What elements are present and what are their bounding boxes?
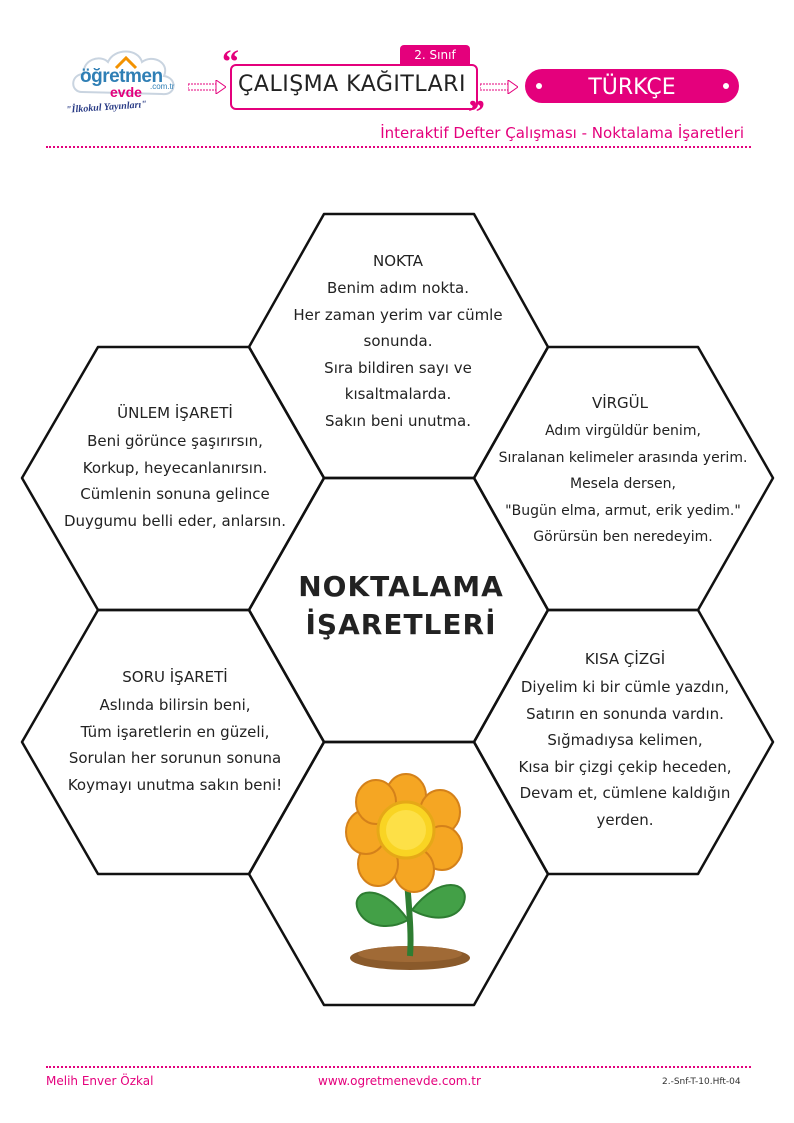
hex-text-soru [40, 692, 310, 798]
text-line: Tüm işaretlerin en güzeli, [80, 722, 270, 741]
logo-text: öğretmen [80, 66, 163, 87]
text-line: "Bugün elma, armut, erik yedim." [505, 502, 741, 519]
document-code: 2.-Snf-T-10.Hft-04 [662, 1077, 741, 1087]
center-title-line1: NOKTALAMA [298, 570, 504, 603]
center-title-line2: İŞARETLERİ [305, 608, 497, 641]
text-line: Koymayı unutma sakın beni! [67, 775, 283, 794]
page-title: ÇALIŞMA KAĞITLARI [238, 72, 466, 97]
hex-text-nokta [270, 275, 526, 434]
text-line: Duygumu belli eder, anlarsın. [63, 511, 287, 530]
website-link[interactable]: www.ogretmenevde.com.tr [318, 1074, 481, 1088]
text-line: Satırın en sonunda vardın. [526, 704, 724, 723]
text-line: Her zaman yerim var cümle [293, 305, 503, 324]
close-quote-icon: ” [468, 94, 485, 131]
text-line: Diyelim ki bir cümle yazdın, [520, 678, 730, 696]
text-line: Benim adım nokta. [326, 279, 470, 297]
text-line: Aslında bilirsin beni, [99, 696, 251, 714]
hex-text-unlem [40, 428, 310, 534]
divider [46, 1066, 751, 1068]
center-title [260, 568, 542, 644]
text-line: Korkup, heyecanlanırsın. [82, 458, 268, 477]
logo-text-evde: evde [110, 84, 142, 100]
text-line: Cümlenin sonuna gelince [80, 485, 270, 503]
hex-title-nokta: NOKTA [373, 252, 423, 270]
logo-domain: .com.tr [150, 82, 175, 91]
page-subtitle: İnteraktif Defter Çalışması - Noktalama İşaretleri [380, 124, 744, 142]
text-line: yerden. [596, 810, 654, 829]
hex-title-virgul: VİRGÜL [591, 394, 649, 412]
text-line: Beni görünce şaşırırsın, [87, 432, 263, 450]
grade-tag: 2. Sınıf [400, 45, 470, 65]
hex-title-unlem: ÜNLEM İŞARETİ [117, 404, 233, 422]
text-line: Görürsün ben neredeyim. [533, 529, 713, 545]
author-name: Melih Enver Özkal [46, 1074, 154, 1088]
text-line: Sakın beni unutma. [324, 411, 471, 430]
text-line: kısaltmalarda. [344, 385, 452, 403]
text-line: Sıra bildiren sayı ve [324, 358, 472, 377]
text-line: Sorulan her sorunun sonuna [68, 749, 282, 767]
text-line: Devam et, cümlene kaldığın [519, 784, 731, 802]
text-line: Adım virgüldür benim, [545, 423, 701, 439]
subject-label: TÜRKÇE [588, 75, 676, 100]
text-line: Sığmadıysa kelimen, [547, 731, 703, 749]
hex-title-kisa-cizgi: KISA ÇİZGİ [584, 650, 666, 668]
flower-illustration [330, 770, 480, 980]
text-line: sonunda. [363, 332, 433, 350]
text-line: Mesela dersen, [569, 476, 676, 492]
text-line: Sıralanan kelimeler arasında yerim. [498, 449, 748, 466]
hex-text-kisa-cizgi [488, 674, 762, 833]
hex-title-soru: SORU İŞARETİ [122, 668, 228, 686]
logo-tagline: "İlkokul Yayınları" [65, 99, 148, 116]
hex-text-virgul [478, 418, 768, 551]
text-line: Kısa bir çizgi çekip heceden, [518, 757, 732, 776]
open-quote-icon: “ [222, 44, 239, 81]
